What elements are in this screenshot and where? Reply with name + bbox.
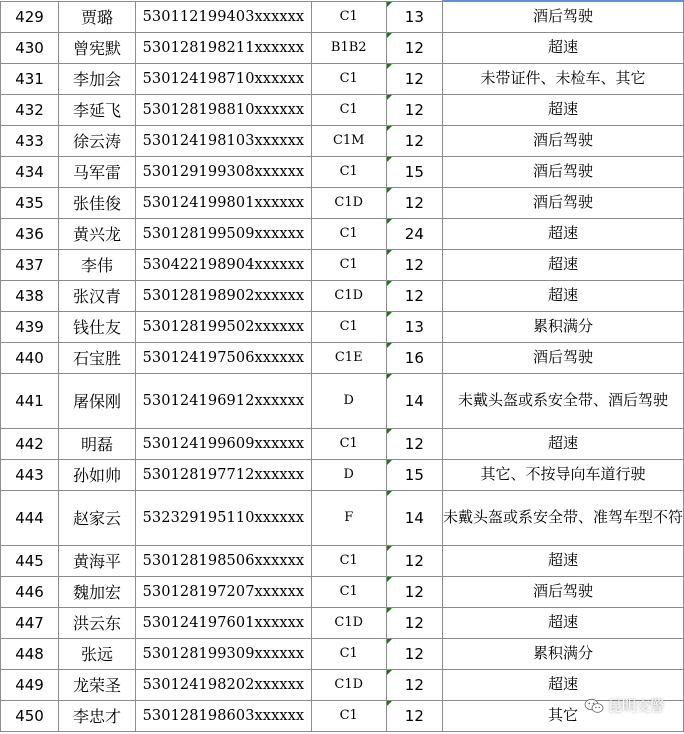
cell-name: 石宝胜 xyxy=(59,342,136,373)
cell-number: 432 xyxy=(1,94,59,125)
cell-number: 435 xyxy=(1,187,59,218)
cell-number: 441 xyxy=(1,373,59,428)
table-row xyxy=(1,280,684,311)
cell-reason: 酒后驾驶 xyxy=(442,125,683,156)
cell-number: 448 xyxy=(1,638,59,669)
cell-license-type: C1D xyxy=(311,607,386,638)
cell-reason: 酒后驾驶 xyxy=(442,342,683,373)
cell-license-type: C1 xyxy=(311,311,386,342)
cell-license-type: C1 xyxy=(311,545,386,576)
cell-points: 14 xyxy=(386,373,442,428)
cell-id-number: 530129199308xxxxxx xyxy=(136,156,312,187)
watermark-text: 昆明交警 xyxy=(608,699,664,715)
cell-id-number: 530124198103xxxxxx xyxy=(136,125,312,156)
cell-points: 13 xyxy=(386,311,442,342)
cell-reason: 超速 xyxy=(442,607,683,638)
cell-number: 442 xyxy=(1,428,59,459)
cell-number: 446 xyxy=(1,576,59,607)
cell-license-type: C1 xyxy=(311,1,386,32)
cell-points: 12 xyxy=(386,545,442,576)
cell-name: 李延飞 xyxy=(59,94,136,125)
cell-reason: 累积满分 xyxy=(442,311,683,342)
cell-name: 赵家云 xyxy=(59,490,136,545)
table-row xyxy=(1,218,684,249)
cell-name: 贾璐 xyxy=(59,1,136,32)
cell-name: 李忠才 xyxy=(59,700,136,731)
cell-name: 明磊 xyxy=(59,428,136,459)
cell-reason: 未戴头盔或系安全带、酒后驾驶 xyxy=(442,373,683,428)
cell-name: 李加会 xyxy=(59,63,136,94)
cell-license-type: D xyxy=(311,459,386,490)
cell-reason: 超速 xyxy=(442,428,683,459)
cell-name: 黄兴龙 xyxy=(59,218,136,249)
cell-name: 屠保刚 xyxy=(59,373,136,428)
cell-reason: 其它、不按导向车道行驶 xyxy=(442,459,683,490)
table-row xyxy=(1,576,684,607)
cell-points: 12 xyxy=(386,63,442,94)
cell-number: 430 xyxy=(1,32,59,63)
cell-number: 437 xyxy=(1,249,59,280)
table-row xyxy=(1,187,684,218)
cell-points: 12 xyxy=(386,638,442,669)
cell-number: 445 xyxy=(1,545,59,576)
cell-id-number: 530124198710xxxxxx xyxy=(136,63,312,94)
cell-reason: 酒后驾驶 xyxy=(442,1,683,32)
cell-reason: 超速 xyxy=(442,218,683,249)
cell-name: 龙荣圣 xyxy=(59,669,136,700)
cell-id-number: 530128198603xxxxxx xyxy=(136,700,312,731)
cell-name: 徐云涛 xyxy=(59,125,136,156)
table-body xyxy=(1,1,684,731)
cell-points: 16 xyxy=(386,342,442,373)
cell-license-type: F xyxy=(311,490,386,545)
cell-number: 429 xyxy=(1,1,59,32)
cell-license-type: C1 xyxy=(311,576,386,607)
cell-license-type: C1 xyxy=(311,700,386,731)
cell-reason: 酒后驾驶 xyxy=(442,156,683,187)
cell-id-number: 530128199509xxxxxx xyxy=(136,218,312,249)
cell-id-number: 530128197207xxxxxx xyxy=(136,576,312,607)
table-row xyxy=(1,249,684,280)
cell-points: 12 xyxy=(386,669,442,700)
cell-points: 12 xyxy=(386,249,442,280)
cell-name: 马军雷 xyxy=(59,156,136,187)
cell-reason: 超速 xyxy=(442,545,683,576)
table-row xyxy=(1,700,684,731)
cell-number: 433 xyxy=(1,125,59,156)
cell-license-type: D xyxy=(311,373,386,428)
cell-points: 12 xyxy=(386,125,442,156)
cell-reason: 其它 xyxy=(442,700,683,731)
table-row xyxy=(1,428,684,459)
cell-name: 曾宪默 xyxy=(59,32,136,63)
cell-reason: 未戴头盔或系安全带、准驾车型不符 xyxy=(442,490,683,545)
cell-id-number: 530124199609xxxxxx xyxy=(136,428,312,459)
cell-name: 黄海平 xyxy=(59,545,136,576)
cell-id-number: 530124199801xxxxxx xyxy=(136,187,312,218)
cell-number: 431 xyxy=(1,63,59,94)
cell-id-number: 530128198902xxxxxx xyxy=(136,280,312,311)
table-row xyxy=(1,342,684,373)
cell-points: 12 xyxy=(386,576,442,607)
cell-id-number: 530124198202xxxxxx xyxy=(136,669,312,700)
cell-license-type: C1D xyxy=(311,280,386,311)
cell-reason: 超速 xyxy=(442,32,683,63)
cell-id-number: 532329195110xxxxxx xyxy=(136,490,312,545)
cell-points: 12 xyxy=(386,700,442,731)
cell-points: 24 xyxy=(386,218,442,249)
cell-reason: 酒后驾驶 xyxy=(442,576,683,607)
cell-number: 438 xyxy=(1,280,59,311)
cell-id-number: 530128199502xxxxxx xyxy=(136,311,312,342)
cell-points: 12 xyxy=(386,607,442,638)
cell-points: 14 xyxy=(386,490,442,545)
cell-id-number: 530128198211xxxxxx xyxy=(136,32,312,63)
table-row xyxy=(1,125,684,156)
watermark xyxy=(584,696,664,716)
cell-license-type: C1 xyxy=(311,156,386,187)
cell-name: 洪云东 xyxy=(59,607,136,638)
cell-license-type: C1 xyxy=(311,249,386,280)
cell-number: 439 xyxy=(1,311,59,342)
cell-id-number: 530128198810xxxxxx xyxy=(136,94,312,125)
cell-id-number: 530124197506xxxxxx xyxy=(136,342,312,373)
cell-number: 449 xyxy=(1,669,59,700)
cell-id-number: 530112199403xxxxxx xyxy=(136,1,312,32)
cell-reason: 酒后驾驶 xyxy=(442,187,683,218)
cell-number: 440 xyxy=(1,342,59,373)
cell-number: 434 xyxy=(1,156,59,187)
table-row xyxy=(1,459,684,490)
cell-name: 魏加宏 xyxy=(59,576,136,607)
cell-id-number: 530128199309xxxxxx xyxy=(136,638,312,669)
cell-number: 450 xyxy=(1,700,59,731)
cell-license-type: C1E xyxy=(311,342,386,373)
cell-number: 444 xyxy=(1,490,59,545)
cell-reason: 超速 xyxy=(442,249,683,280)
cell-id-number: 530422198904xxxxxx xyxy=(136,249,312,280)
cell-reason: 未带证件、未检车、其它 xyxy=(442,63,683,94)
table-row xyxy=(1,373,684,428)
cell-id-number: 530124196912xxxxxx xyxy=(136,373,312,428)
table-row xyxy=(1,32,684,63)
cell-points: 12 xyxy=(386,32,442,63)
table-row xyxy=(1,545,684,576)
cell-name: 李伟 xyxy=(59,249,136,280)
table-row xyxy=(1,1,684,32)
cell-license-type: C1 xyxy=(311,94,386,125)
cell-name: 张佳俊 xyxy=(59,187,136,218)
cell-id-number: 530128198506xxxxxx xyxy=(136,545,312,576)
cell-reason: 累积满分 xyxy=(442,638,683,669)
cell-points: 15 xyxy=(386,156,442,187)
table-row xyxy=(1,311,684,342)
cell-name: 张汉青 xyxy=(59,280,136,311)
cell-points: 12 xyxy=(386,94,442,125)
cell-points: 15 xyxy=(386,459,442,490)
cell-license-type: C1M xyxy=(311,125,386,156)
cell-license-type: C1D xyxy=(311,669,386,700)
cell-id-number: 530128197712xxxxxx xyxy=(136,459,312,490)
cell-license-type: C1 xyxy=(311,428,386,459)
cell-number: 447 xyxy=(1,607,59,638)
cell-number: 443 xyxy=(1,459,59,490)
wechat-icon xyxy=(584,698,604,714)
cell-name: 孙如帅 xyxy=(59,459,136,490)
cell-name: 张远 xyxy=(59,638,136,669)
cell-id-number: 530124197601xxxxxx xyxy=(136,607,312,638)
cell-reason: 超速 xyxy=(442,669,683,700)
cell-points: 12 xyxy=(386,280,442,311)
cell-license-type: B1B2 xyxy=(311,32,386,63)
cell-points: 12 xyxy=(386,428,442,459)
table-row xyxy=(1,607,684,638)
cell-name: 钱仕友 xyxy=(59,311,136,342)
table-row xyxy=(1,669,684,700)
cell-number: 436 xyxy=(1,218,59,249)
table-row xyxy=(1,94,684,125)
table-row xyxy=(1,638,684,669)
cell-license-type: C1 xyxy=(311,218,386,249)
cell-reason: 超速 xyxy=(442,94,683,125)
cell-points: 13 xyxy=(386,1,442,32)
table-row xyxy=(1,490,684,545)
cell-license-type: C1 xyxy=(311,63,386,94)
cell-points: 12 xyxy=(386,187,442,218)
cell-license-type: C1D xyxy=(311,187,386,218)
cell-reason: 超速 xyxy=(442,280,683,311)
table-row xyxy=(1,63,684,94)
table-row xyxy=(1,156,684,187)
cell-license-type: C1 xyxy=(311,638,386,669)
